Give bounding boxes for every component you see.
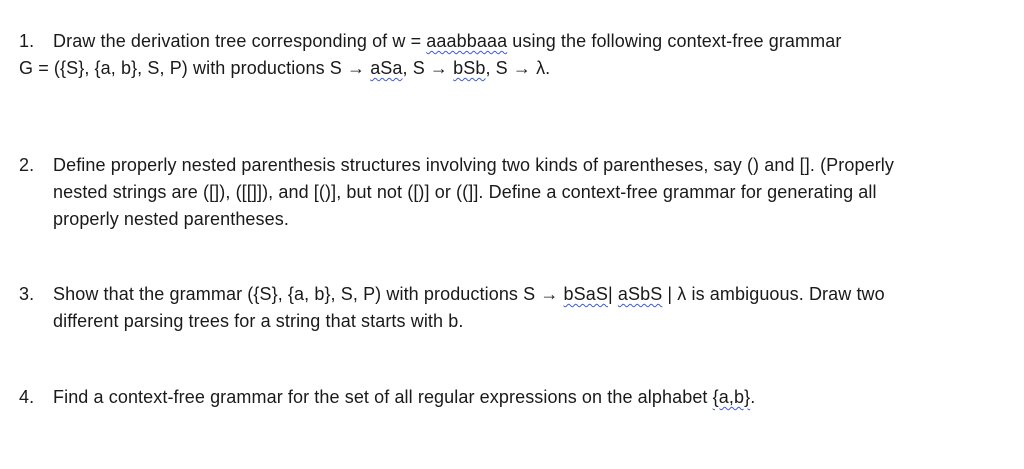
question-number: 1. (19, 31, 35, 51)
text-segment: | (607, 284, 618, 304)
text-segment: , S → (402, 58, 454, 78)
question-text (53, 281, 1014, 335)
text-line (53, 281, 1014, 308)
text-segment: Find a context-free grammar for the set of all regular expressions on the alphabet (53, 387, 713, 407)
question-3 (19, 281, 1014, 335)
text-segment: using the following context-free grammar (507, 31, 842, 51)
question-1 (19, 28, 1014, 82)
text-segment: . (750, 387, 756, 407)
question-number: 2. (19, 155, 35, 175)
question-4 (19, 384, 1014, 411)
question-text (19, 28, 1014, 82)
spellcheck-word: bSb (453, 58, 486, 78)
text-line: different parsing trees for a string that starts with b. (53, 311, 464, 331)
text-segment: G = ({S}, {a, b}, S, P) with productions S → (19, 58, 371, 78)
question-number: 3. (19, 284, 35, 304)
text-segment: | λ is ambiguous. Draw two (662, 284, 885, 304)
spellcheck-word: bSaS (563, 284, 608, 304)
spellcheck-word: {a,b} (712, 387, 751, 407)
text-line (53, 384, 1014, 411)
spellcheck-word: aSbS (617, 284, 663, 304)
text-segment: Show that the grammar ({S}, {a, b}, S, P) with productions S → (53, 284, 564, 304)
spellcheck-word: aaabbaaa (426, 31, 508, 51)
question-text (53, 152, 1014, 233)
question-text (53, 384, 1014, 411)
text-line: properly nested parentheses. (53, 209, 289, 229)
text-line (53, 28, 1014, 55)
text-line (19, 55, 1014, 82)
text-line: Define properly nested parenthesis structures involving two kinds of parentheses, say () and []. (Properly (53, 155, 895, 175)
text-line: nested strings are ([]), ([[]]), and [()], but not ([)] or ((]]. Define a context-free grammar for generating all (53, 182, 877, 202)
spellcheck-word: aSa (370, 58, 403, 78)
text-segment: , S → λ. (485, 58, 551, 78)
text-segment: Draw the derivation tree corresponding of w = (53, 31, 427, 51)
question-2 (19, 152, 1014, 233)
question-number: 4. (19, 387, 35, 407)
